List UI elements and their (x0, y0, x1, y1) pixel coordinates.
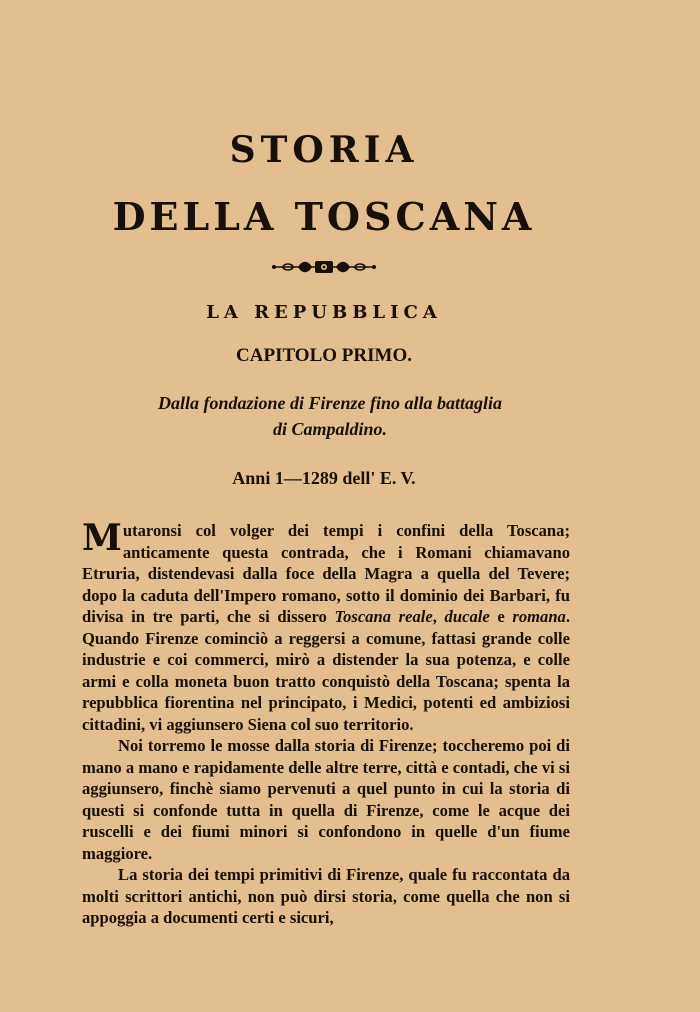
paragraph-1-italic-b: ducale (444, 607, 490, 626)
chapter-subtitle (130, 390, 530, 442)
paragraph-1 (82, 517, 570, 735)
paragraph-2: Noi torremo le mosse dalla storia di Firenze; toccheremo poi di mano a mano e rapidamente delle altre terre, città e contadi, che vi si aggiunsero, finchè siamo pervenuti a quel punto in cui la storia di questi si confonde tutta in quella di Firenze, come le acque dei ruscelli e dei fiumi minori si confondono in quelle d'un fiume maggiore. (82, 736, 570, 863)
decorative-fleuron-icon (270, 256, 378, 278)
paragraph-1-text-c: e (489, 607, 513, 626)
paragraph-1-text-a: utaronsi col volger dei tempi i confini della Toscana; anticamente questa contrada, che i Romani chiamavano Etruria, distendevasi dalla foce della Magra a quella del Tevere; dopo la caduta dell'Impero romano, sotto il dominio dei Barbari, fu divisa in tre parti, che si dissero (82, 521, 570, 626)
section-title: LA REPUBBLICA (206, 302, 442, 323)
paragraph-3: La storia dei tempi primitivi di Firenze, quale fu raccontata da molti scrittori antichi, non può dirsi storia, come quella che non si appoggia a documenti certi e sicuri, (82, 865, 570, 927)
chapter-title: CAPITOLO PRIMO. (236, 345, 412, 366)
book-title-line-1: STORIA (229, 129, 419, 171)
chapter-subtitle-line-1: Dalla fondazione di Firenze fino alla battaglia (157, 393, 503, 413)
paragraph-1-italic-c: romana (512, 607, 566, 626)
body-text (82, 517, 570, 929)
drop-cap: M (82, 517, 122, 559)
paragraph-1-text-d: . Quando Firenze cominciò a reggersi a comune, fattasi grande colle industrie e coi commerci, mirò a distender la sua potenza, e colle armi e colla moneta buon tratto conquistò della Toscana; spenta la repubblica fiorentina nel principato, i Medici, potenti ed ambiziosi cittadini, vi aggiunsero Siena col suo territorio. (82, 607, 570, 734)
paragraph-1-italic-a: Toscana reale (334, 607, 433, 626)
book-title-line-2: DELLA TOSCANA (112, 194, 536, 239)
paragraph-1-text-b: , (432, 607, 445, 626)
chapter-subtitle-line-2: di Campaldino. (272, 419, 388, 439)
chapter-years: Anni 1—1289 dell' E. V. (232, 468, 416, 488)
